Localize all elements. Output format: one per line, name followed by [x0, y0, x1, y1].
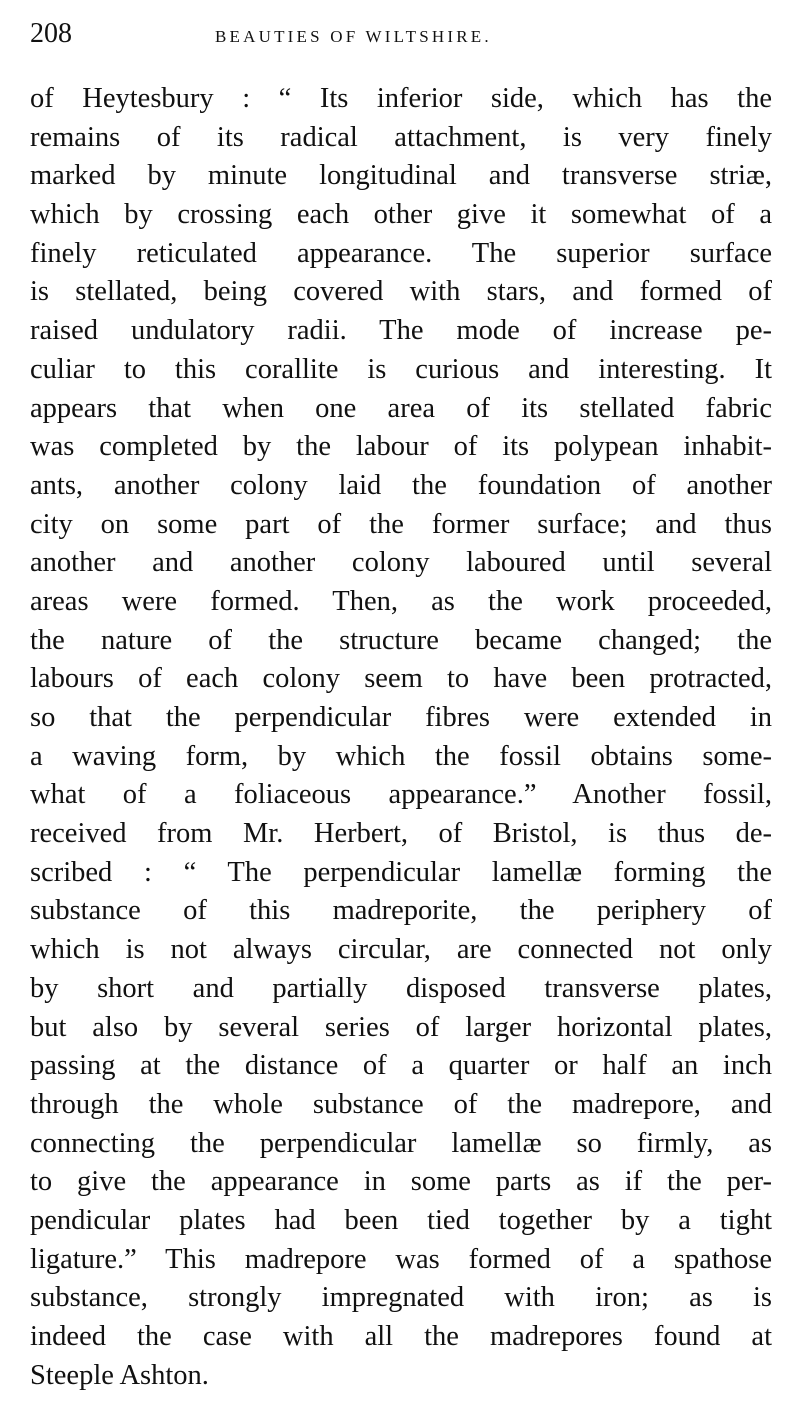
text-line: so that the perpendicular fibres were extended in [30, 702, 772, 733]
text-line: to give the appearance in some parts as if the per- [30, 1166, 772, 1198]
text-line: what of a foliaceous appearance.” Another fossil, [30, 779, 772, 811]
text-line: indeed the case with all the madrepores found at [30, 1321, 772, 1352]
page-number: 208 [30, 18, 72, 49]
text-line: which by crossing each other give it somewhat of a [30, 199, 772, 231]
text-line: scribed : “ The perpendicular lamellæ forming the [30, 856, 772, 888]
text-line: through the whole substance of the madrepore, and [30, 1088, 772, 1120]
text-line: city on some part of the former surface; and thus [30, 508, 772, 540]
text-line: substance of this madreporite, the periphery of [30, 895, 772, 927]
text-line: which is not always circular, are connected not only [30, 934, 772, 966]
text-line: marked by minute longitudinal and transverse striæ, [30, 160, 772, 192]
text-line: connecting the perpendicular lamellæ so firmly, as [30, 1127, 772, 1159]
text-line: finely reticulated appearance. The superior surface [30, 237, 772, 269]
text-line: culiar to this corallite is curious and interesting. It [30, 353, 772, 385]
text-line: appears that when one area of its stellated fabric [30, 392, 772, 424]
text-line: raised undulatory radii. The mode of increase pe- [30, 315, 772, 347]
text-line: labours of each colony seem to have been protracted, [30, 663, 772, 695]
text-line: of Heytesbury : “ Its inferior side, which has the [30, 83, 772, 114]
text-line: a waving form, by which the fossil obtains some- [30, 740, 772, 772]
text-line: by short and partially disposed transverse plates, [30, 972, 772, 1004]
running-title: BEAUTIES OF WILTSHIRE. [215, 27, 492, 46]
text-line: was completed by the labour of its polypean inhabit- [30, 431, 772, 463]
text-line: another and another colony laboured until several [30, 547, 772, 579]
text-line: is stellated, being covered with stars, and formed of [30, 276, 772, 308]
text-line: substance, strongly impregnated with iron; as is [30, 1282, 772, 1314]
text-line: received from Mr. Herbert, of Bristol, is thus de- [30, 818, 772, 850]
text-line: ligature.” This madrepore was formed of a spathose [30, 1243, 772, 1275]
text-line: pendicular plates had been tied together by a tight [30, 1204, 772, 1236]
text-line: remains of its radical attachment, is very finely [30, 121, 772, 153]
text-line: Steeple Ashton. [30, 1359, 209, 1391]
text-line: the nature of the structure became changed; the [30, 624, 772, 656]
text-line: areas were formed. Then, as the work proceeded, [30, 585, 772, 617]
text-line: but also by several series of larger horizontal plates, [30, 1011, 772, 1043]
running-header [30, 18, 772, 58]
text-line: ants, another colony laid the foundation of another [30, 469, 772, 501]
text-line: passing at the distance of a quarter or half an inch [30, 1050, 772, 1082]
body-text [30, 80, 772, 1395]
